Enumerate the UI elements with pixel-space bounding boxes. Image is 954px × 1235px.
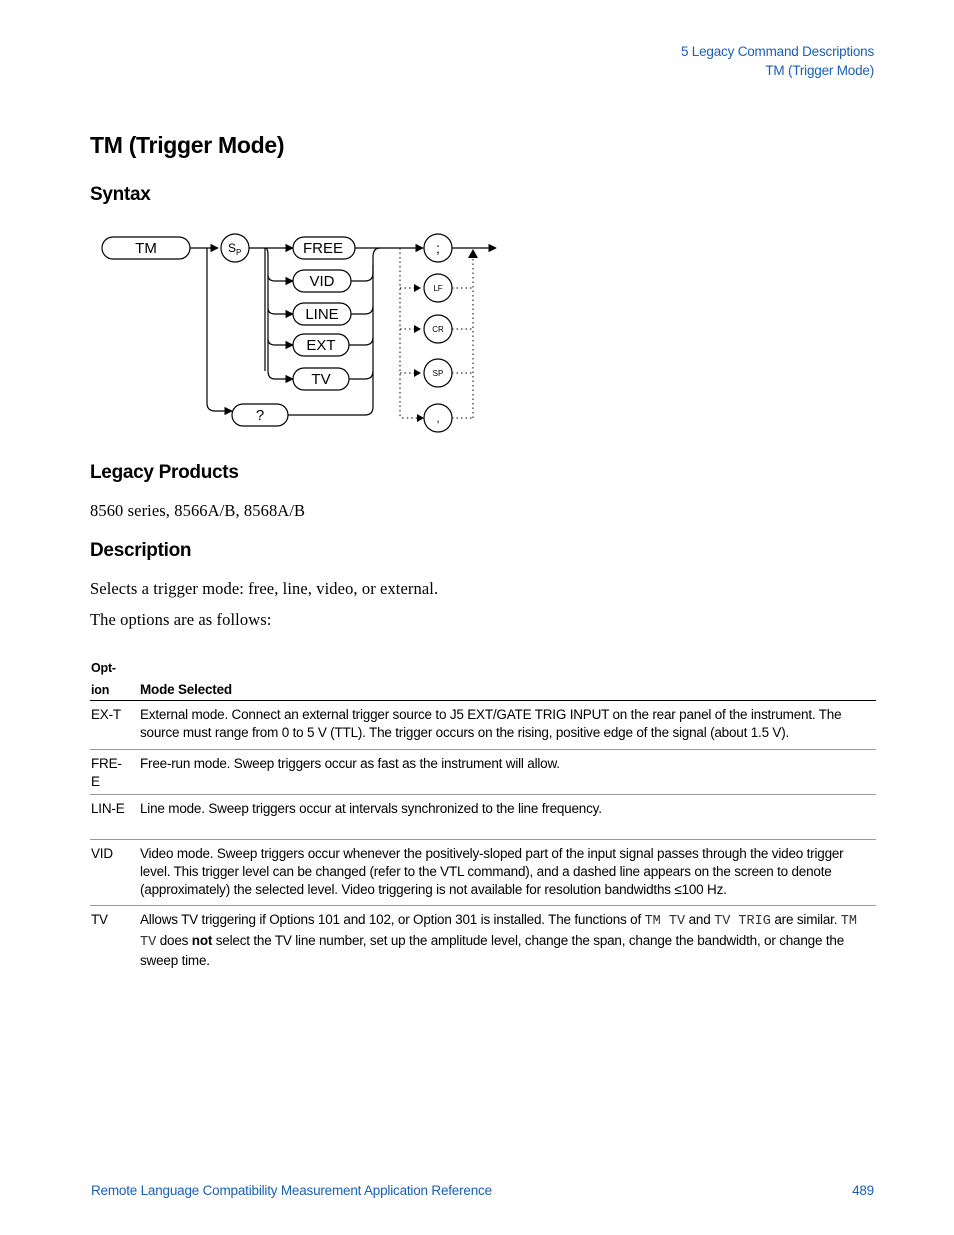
table-row [90,750,876,795]
footer-title: Remote Language Compatibility Measurement Application Reference [91,1183,492,1198]
row-description: Allows TV triggering if Options 101 and 102, or Option 301 is installed. The functions of TM TV and TV TRIG are similar. TM TV does not select the TV line number, set up the amplitude level, change the span, change the bandwidth, or change the sweep time. [140,912,857,969]
query-label: ? [255,407,265,424]
terminator-cr-label: CR [432,325,444,334]
row-description: Line mode. Sweep triggers occur at intervals synchronized to the line frequency. [140,800,602,816]
code-tm-tv: TM TV [644,914,686,930]
code-tm-tv: TM TV [140,914,857,950]
row-option: TV [91,912,108,928]
options-table [90,655,876,976]
table-row [90,795,876,840]
row-description: Video mode. Sweep triggers occur whenever the positively-sloped part of the input signal passes through the video trigger level. This trigger level can be changed (refer to the VTL command), and a dashed line appears on the screen to denote (approximately) the selected level. Video triggering is not available for resolution bandwidths ≤100 Hz. [140,845,844,898]
legacy-products-heading: Legacy Products [90,462,239,483]
terminator-sp-label: SP [432,369,444,378]
option-line-label: LINE [305,306,339,323]
syntax-diagram [90,225,510,440]
code-tv-trig: TV TRIG [714,914,771,930]
table-header [90,655,876,701]
header-option: Opt-ion [91,661,116,697]
table-row [90,906,876,976]
option-ext-label: EXT [306,337,336,354]
emphasis-not: not [191,932,213,948]
tm-keyword-label: TM [135,240,157,257]
header-mode-selected: Mode Selected [140,682,232,697]
running-header-chapter: 5 Legacy Command Descriptions [680,44,874,59]
terminator-comma-label: , [436,413,440,425]
table-row [90,840,876,907]
option-free-label: FREE [302,240,344,257]
syntax-heading: Syntax [90,184,151,205]
row-description: External mode. Connect an external trigger source to J5 EXT/GATE TRIG INPUT on the rear panel of the instrument. The source must range from 0 to 5 V (TTL). The trigger occurs on the rising, positive edge of the signal (about 1.5 V). [140,707,842,741]
option-vid-label: VID [309,273,335,290]
running-header-section: TM (Trigger Mode) [765,63,874,78]
row-option: VID [91,845,113,861]
terminator-lf-label: LF [433,284,443,293]
description-heading: Description [90,540,192,561]
page-number: 489 [852,1183,874,1198]
option-tv-label: TV [311,371,331,388]
row-description: Free-run mode. Sweep triggers occur as fast as the instrument will allow. [140,755,560,771]
row-option: FRE-E [91,755,122,789]
table-row [90,701,876,750]
page-title: TM (Trigger Mode) [90,132,285,158]
row-option: EX-T [91,707,121,722]
description-text: Selects a trigger mode: free, line, video, or external. [90,579,439,598]
legacy-products-text: 8560 series, 8566A/B, 8568A/B [90,501,306,520]
terminator-semicolon-label: ; [436,240,440,256]
row-option: LIN-E [91,800,125,816]
options-intro-text: The options are as follows: [90,610,272,629]
separator-label: $S_P$ [228,241,242,257]
